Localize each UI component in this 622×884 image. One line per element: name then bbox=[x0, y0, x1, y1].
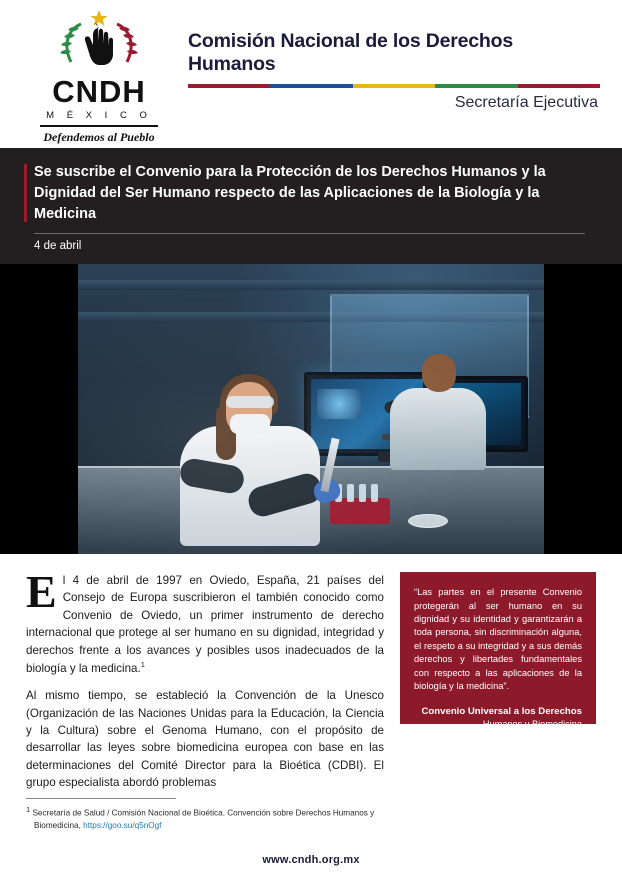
logo-divider bbox=[40, 125, 158, 127]
footnote-block bbox=[26, 798, 596, 832]
banner-accent-bar bbox=[24, 164, 27, 222]
hero-photo-strip bbox=[0, 264, 622, 554]
logo-motto: Defendemos al Pueblo bbox=[43, 129, 155, 144]
pull-quote-text: “Las partes en el presente Convenio protegerán al ser humano en su dignidad y su identidad y garantizarán a toda persona, sin discriminación alguna, el respeto a su integridad y a sus demás derechos y libertades fundamentales con respecto a las aplicaciones de la biología y la medicina”. bbox=[414, 587, 582, 692]
footnote-divider bbox=[26, 798, 176, 799]
article-column bbox=[26, 566, 384, 802]
footnote-text: Secretaría de Salud / Comisión Nacional de Bioética. Convención sobre Derechos Humanos y bbox=[32, 808, 375, 818]
cndh-eagle-hand-emblem-icon bbox=[51, 8, 147, 74]
footnote-text-wrap bbox=[26, 804, 596, 832]
banner-title: Se suscribe el Convenio para la Protección de los Derechos Humanos y la Dignidad del Ser Humano respecto de las Aplicaciones de la Biología y la Medicina bbox=[34, 164, 546, 223]
cndh-logo bbox=[0, 0, 178, 145]
paragraph-1-text: l 4 de abril de 1997 en Oviedo, España, 21 países del Consejo de Europa suscribieron el también conocido como Convenio de Oviedo, un primer instrumento de derecho internacional que protege al ser humano en su dignidad, integridad y derechos frente a los avances y posibles usos inadecuados de la biología y la medicina. bbox=[26, 574, 384, 675]
pull-quote-source-sub: Humanos y Biomedicina bbox=[482, 718, 582, 729]
header-title-block bbox=[178, 0, 622, 112]
banner-divider bbox=[34, 233, 585, 234]
footer-website-url[interactable]: www.cndh.org.mx bbox=[262, 854, 360, 866]
footnote-marker: 1 bbox=[140, 660, 145, 669]
footnote-line-2 bbox=[26, 820, 596, 832]
logo-country: M É X I C O bbox=[46, 110, 152, 121]
article-paragraph-1 bbox=[26, 566, 384, 677]
headline-banner bbox=[0, 148, 622, 264]
logo-acronym: CNDH bbox=[52, 74, 146, 109]
article-paragraph-2: Al mismo tiempo, se estableció la Convención de la Unesco (Organización de las Naciones Unidas para la Educación, la Ciencia y la Cultura) sobre el Genoma Humano, con el propósito de desarrollar las leyes sobre biomedicina europea con base en las determinaciones del Comité Director para la Bioética (CDBI). El grupo especialista abordó problemas bbox=[26, 689, 384, 790]
article-content bbox=[0, 554, 622, 802]
footnote-number: 1 bbox=[26, 804, 31, 814]
organization-subtitle: Secretaría Ejecutiva bbox=[454, 93, 598, 111]
organization-title: Comisión Nacional de los Derechos Humanos bbox=[188, 30, 513, 76]
tricolor-divider bbox=[188, 84, 600, 88]
page-header bbox=[0, 0, 622, 148]
pull-quote-source: Convenio Universal a los Derechos bbox=[421, 705, 582, 717]
footnote-text-line2: Biomedicina, bbox=[34, 820, 84, 830]
banner-date: 4 de abril bbox=[34, 240, 82, 253]
drop-cap: E bbox=[26, 566, 57, 618]
footnote-link[interactable]: https://goo.su/q5nOgf bbox=[83, 820, 162, 830]
pull-quote bbox=[400, 572, 596, 729]
laboratory-photo bbox=[78, 264, 544, 554]
